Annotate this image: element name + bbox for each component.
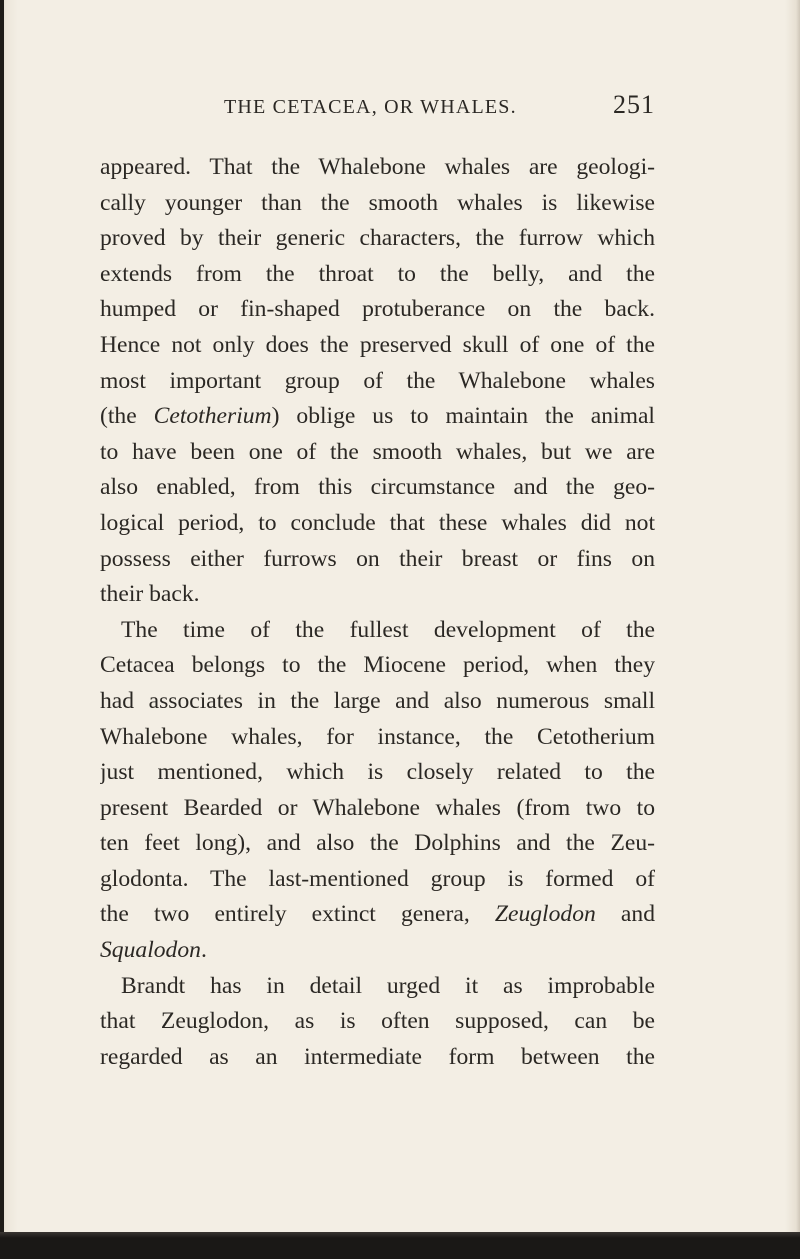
text-line: glodonta. The last-mentioned group is formed of xyxy=(100,865,655,892)
text-line: ten feet long), and also the Dolphins and the Zeu- xyxy=(100,830,655,857)
page-gutter-edge xyxy=(0,0,4,1259)
text-line: Cetacea belongs to the Miocene period, when they xyxy=(100,652,655,679)
page-header xyxy=(100,90,655,124)
page-number: 251 xyxy=(613,90,655,119)
text-line: (the Cetotherium) oblige us to maintain the animal xyxy=(100,403,655,430)
text-line: humped or fin-shaped protuberance on the back. xyxy=(100,296,655,323)
text-line: regarded as an intermediate form between the xyxy=(100,1043,655,1070)
text-line: had associates in the large and also numerous small xyxy=(100,687,655,714)
text-line: logical period, to conclude that these whales did not xyxy=(100,509,655,536)
text-line: just mentioned, which is closely related to the xyxy=(100,759,655,786)
text-line: possess either furrows on their breast or fins on xyxy=(100,545,655,572)
text-line: cally younger than the smooth whales is likewise xyxy=(100,189,655,216)
body-text xyxy=(100,150,655,1075)
text-line: Brandt has in detail urged it as improbable xyxy=(121,972,655,999)
text-line: Whalebone whales, for instance, the Cetotherium xyxy=(100,723,655,750)
text-line: also enabled, from this circumstance and the geo- xyxy=(100,474,655,501)
text-line: appeared. That the Whalebone whales are geologi- xyxy=(100,154,655,180)
running-head: THE CETACEA, OR WHALES. xyxy=(224,96,517,118)
text-line: present Bearded or Whalebone whales (from two to xyxy=(100,794,655,821)
text-line: their back. xyxy=(100,581,200,608)
scan-bottom-edge xyxy=(0,1232,800,1259)
text-line: most important group of the Whalebone whales xyxy=(100,367,655,394)
text-line: extends from the throat to the belly, and the xyxy=(100,260,655,287)
text-line: proved by their generic characters, the furrow which xyxy=(100,225,655,252)
text-line: Squalodon. xyxy=(100,937,207,964)
text-line: Hence not only does the preserved skull of one of the xyxy=(100,331,655,358)
text-line: to have been one of the smooth whales, but we are xyxy=(100,438,655,465)
text-line: that Zeuglodon, as is often supposed, can be xyxy=(100,1008,655,1035)
text-line: The time of the fullest development of the xyxy=(121,616,655,643)
text-line: the two entirely extinct genera, Zeuglodon and xyxy=(100,901,655,928)
